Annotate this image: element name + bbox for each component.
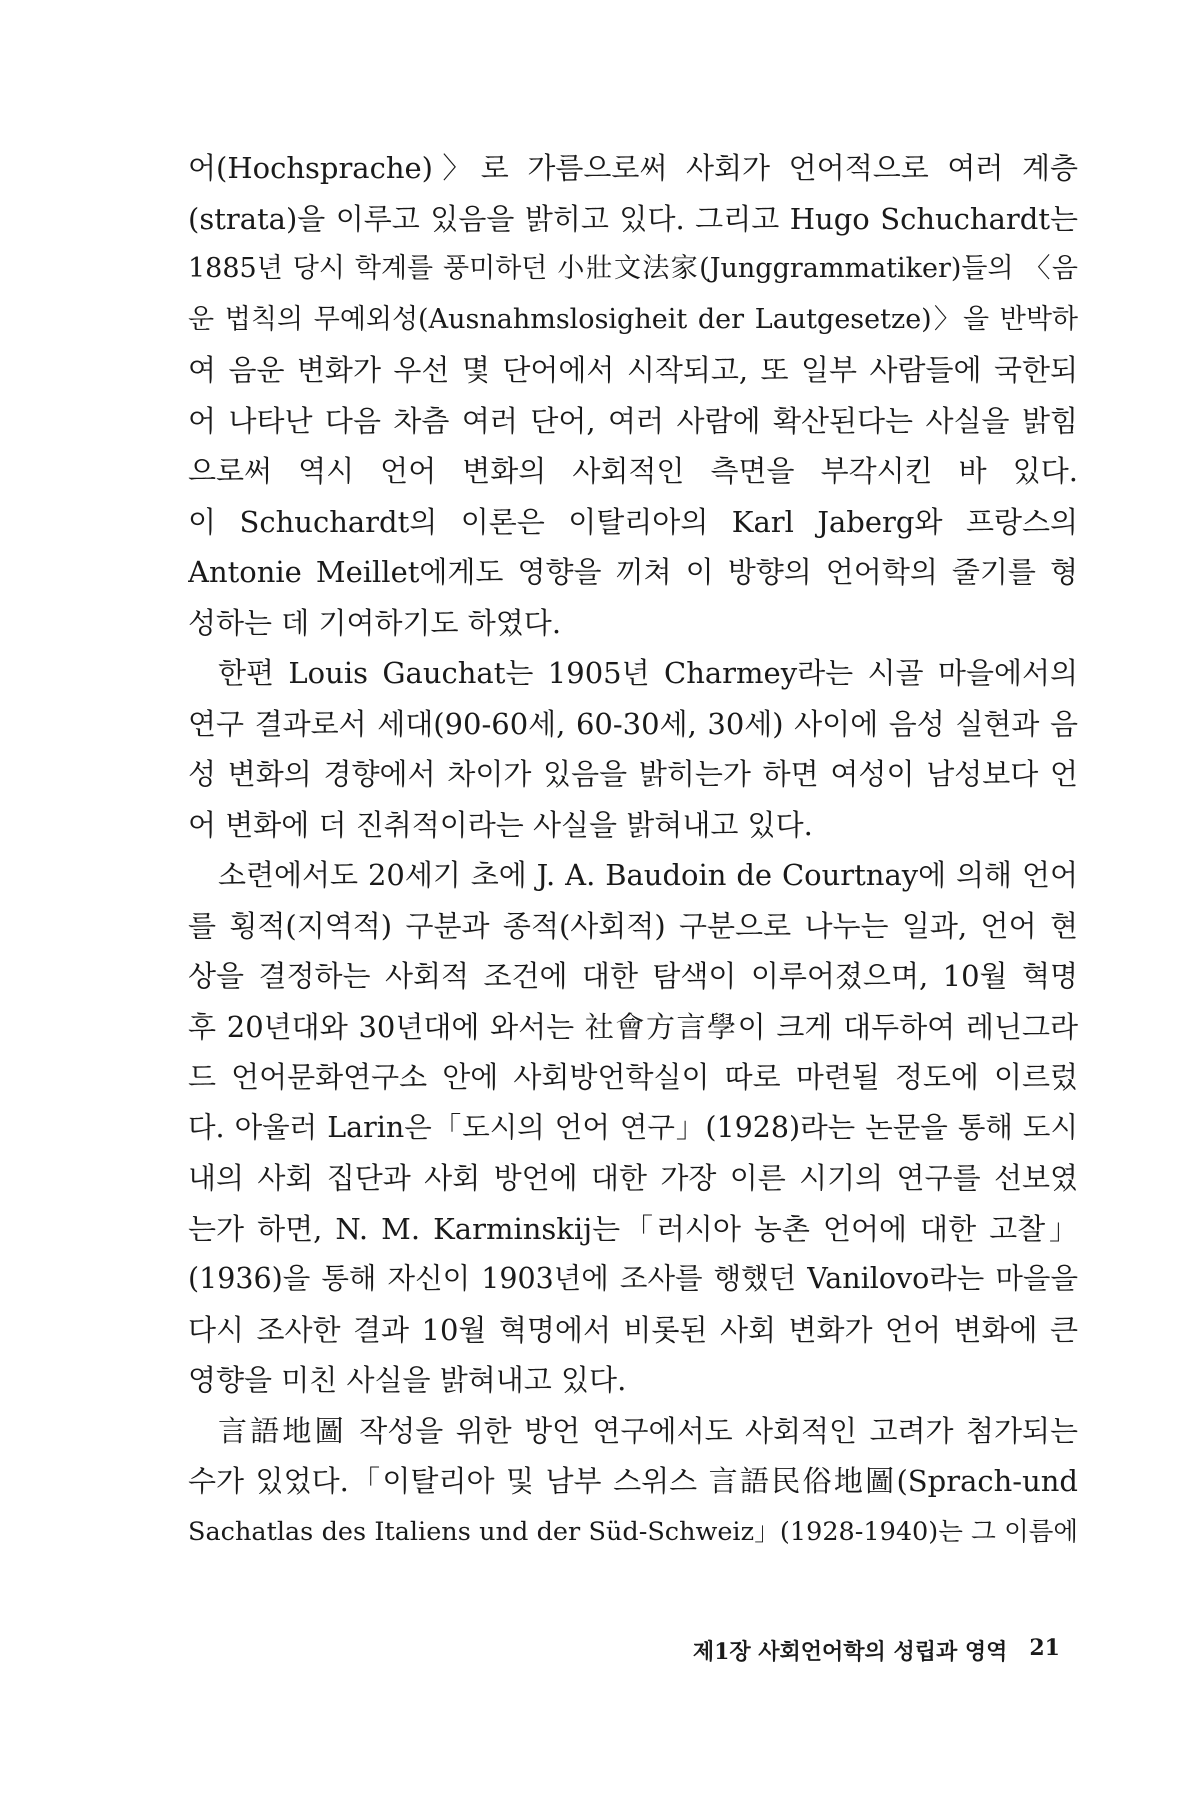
text-line: 다. 아울러 Larin은「도시의 언어 연구」(1928)라는 논문을 통해 도시	[188, 1110, 1078, 1144]
text-line: 소련에서도 20세기 초에 J. A. Baudoin de Courtnay에 의해 언어	[218, 858, 1078, 892]
text-line: 내의 사회 집단과 사회 방언에 대한 가장 이른 시기의 연구를 선보였	[188, 1161, 1078, 1195]
text-line: 여 음운 변화가 우선 몇 단어에서 시작되고, 또 일부 사람들에 국한되	[188, 353, 1078, 387]
paragraph-schuchardt	[188, 143, 1078, 648]
text-line: 1885년 당시 학계를 풍미하던 小壯文法家(Junggrammatiker)들의 〈음	[188, 253, 1078, 284]
running-footer	[620, 1635, 1060, 1666]
text-line: 한편 Louis Gauchat는 1905년 Charmey라는 시골 마을에서의	[218, 656, 1078, 690]
text-line: (1936)을 통해 자신이 1903년에 조사를 행했던 Vanilovo라는 마을을	[188, 1262, 1078, 1295]
paragraph-language-atlas	[188, 1406, 1078, 1558]
paragraph-gauchat	[188, 648, 1078, 850]
text-line: 운 법칙의 무예외성(Ausnahmslosigheit der Lautgesetze)〉을 반박하	[188, 303, 1078, 335]
text-line: 어 나타난 다음 차츰 여러 단어, 여러 사람에 확산된다는 사실을 밝힘	[188, 403, 1078, 438]
chapter-title: 제1장 사회언어학의 성립과 영역	[692, 1639, 1008, 1665]
text-line: 言語地圖 작성을 위한 방언 연구에서도 사회적인 고려가 첨가되는	[218, 1413, 1078, 1448]
text-line: 영향을 미친 사실을 밝혀내고 있다.	[188, 1363, 627, 1397]
text-line: (strata)을 이루고 있음을 밝히고 있다. 그리고 Hugo Schuchardt는	[188, 201, 1078, 236]
body-text	[188, 143, 1078, 1557]
text-line: 이 Schuchardt의 이론은 이탈리아의 Karl Jaberg와 프랑스의	[188, 504, 1078, 539]
text-line: Sachatlas des Italiens und der Süd-Schweiz」(1928-1940)는 그 이름에	[188, 1516, 1078, 1547]
text-line: 는가 하면, N. M. Karminskij는「러시아 농촌 언어에 대한 고찰」	[188, 1211, 1078, 1246]
text-line: 성 변화의 경향에서 차이가 있음을 밝히는가 하면 여성이 남성보다 언	[188, 757, 1078, 791]
text-line: Antonie Meillet에게도 영향을 끼쳐 이 방향의 언어학의 줄기를 형	[188, 555, 1078, 589]
text-line: 성하는 데 기여하기도 하였다.	[188, 605, 562, 640]
text-line: 다시 조사한 결과 10월 혁명에서 비롯된 사회 변화가 언어 변화에 큰	[188, 1312, 1078, 1347]
text-line: 상을 결정하는 사회적 조건에 대한 탐색이 이루어졌으며, 10월 혁명	[188, 959, 1078, 993]
text-line: 를 횡적(지역적) 구분과 종적(사회적) 구분으로 나누는 일과, 언어 현	[188, 908, 1078, 943]
text-line: 으로써 역시 언어 변화의 사회적인 측면을 부각시킨 바 있다.	[188, 454, 1078, 488]
text-line: 후 20년대와 30년대에 와서는 社會方言學이 크게 대두하여 레닌그라	[188, 1009, 1078, 1044]
text-line: 어(Hochsprache)〉로 가름으로써 사회가 언어적으로 여러 계층	[188, 151, 1078, 185]
text-line: 어 변화에 더 진취적이라는 사실을 밝혀내고 있다.	[188, 807, 813, 842]
paragraph-soviet	[188, 850, 1078, 1406]
text-line: 드 언어문화연구소 안에 사회방언학실이 따로 마련될 정도에 이르렀	[188, 1060, 1078, 1094]
text-line: 연구 결과로서 세대(90-60세, 60-30세, 30세) 사이에 음성 실현과 음	[188, 706, 1078, 741]
page-number: 21	[1029, 1635, 1060, 1661]
text-line: 수가 있었다.「이탈리아 및 남부 스위스 言語民俗地圖(Sprach-und	[188, 1464, 1078, 1498]
